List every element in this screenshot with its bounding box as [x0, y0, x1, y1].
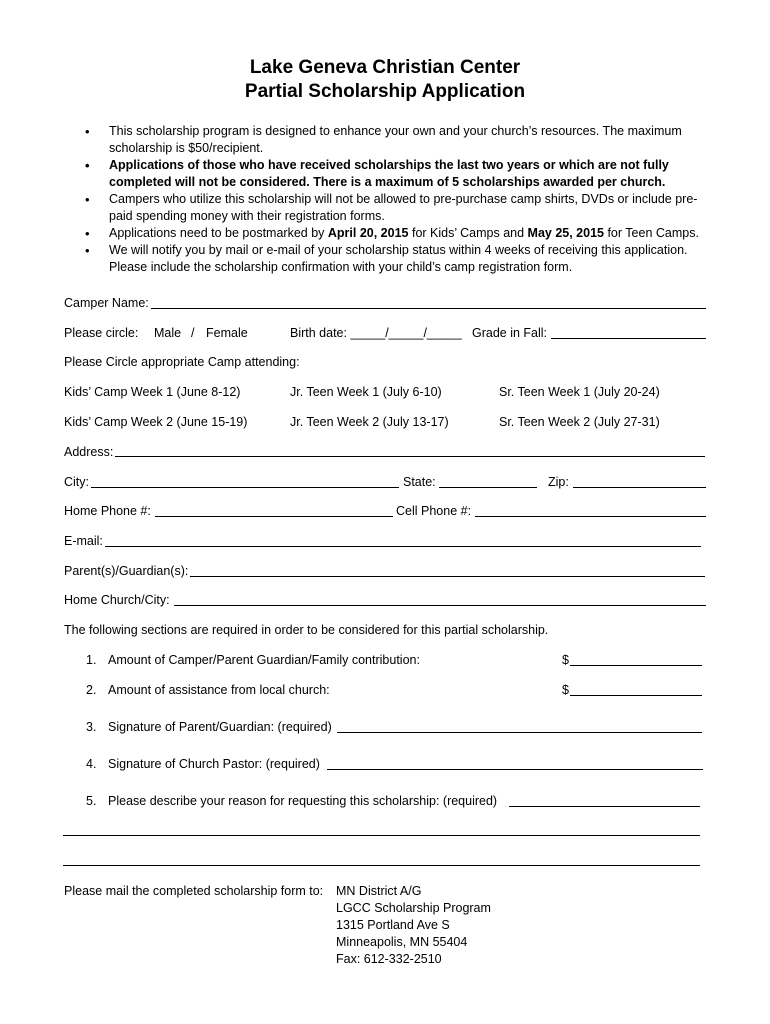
gender-female-option[interactable]: Female [206, 326, 248, 340]
pastor-signature-field[interactable] [327, 769, 703, 770]
home-church-label: Home Church/City: [64, 593, 170, 607]
camp-instructions: Please Circle appropriate Camp attending: [64, 355, 300, 369]
required-section-intro: The following sections are required in order to be considered for this partial scholarship. [64, 623, 549, 637]
church-assistance-label: Amount of assistance from local church: [108, 683, 330, 697]
grade-field[interactable] [551, 338, 706, 339]
parent-signature-label: Signature of Parent/Guardian: (required) [108, 720, 332, 734]
zip-label: Zip: [548, 475, 569, 489]
teen-deadline: May 25, 2015 [527, 226, 604, 240]
item-number: 4. [86, 757, 97, 771]
mail-address-line: Minneapolis, MN 55404 [336, 935, 468, 949]
camper-name-label: Camper Name: [64, 296, 149, 310]
home-phone-label: Home Phone #: [64, 504, 151, 518]
city-field[interactable] [91, 487, 399, 488]
instruction-text: Applications need to be postmarked by [109, 226, 328, 240]
parent-signature-field[interactable] [337, 732, 702, 733]
instruction-item: • Applications of those who have received scholarships the last two years or which are not fully completed will not be considered. There is a maximum of 5 scholarships awarded per church. [82, 157, 712, 191]
form-title: Lake Geneva Christian Center [249, 57, 521, 78]
email-field[interactable] [105, 546, 701, 547]
item-number: 5. [86, 794, 97, 808]
gender-separator: / [191, 326, 195, 340]
fax-number: Fax: 612-332-2510 [336, 952, 442, 966]
birth-date-field[interactable]: Birth date: _____/_____/_____ [290, 326, 462, 340]
camp-option-jr-week2[interactable]: Jr. Teen Week 2 (July 13-17) [290, 415, 449, 429]
camp-option-kids-week2[interactable]: Kids’ Camp Week 2 (June 15-19) [64, 415, 248, 429]
camp-option-sr-week1[interactable]: Sr. Teen Week 1 (July 20-24) [499, 385, 660, 399]
camper-name-field[interactable] [151, 308, 706, 309]
mail-address-line: MN District A/G [336, 884, 422, 898]
mail-address-line: LGCC Scholarship Program [336, 901, 491, 915]
address-field[interactable] [115, 456, 705, 457]
reason-field-line-3[interactable] [63, 865, 700, 866]
item-number: 1. [86, 653, 97, 667]
please-circle-label: Please circle: [64, 326, 139, 340]
city-label: City: [64, 475, 89, 489]
camp-option-jr-week1[interactable]: Jr. Teen Week 1 (July 6-10) [290, 385, 442, 399]
email-label: E-mail: [64, 534, 103, 548]
item-number: 3. [86, 720, 97, 734]
gender-male-option[interactable]: Male [154, 326, 182, 340]
church-assistance-field[interactable] [570, 695, 702, 696]
reason-field[interactable] [509, 806, 700, 807]
camp-option-sr-week2[interactable]: Sr. Teen Week 2 (July 27-31) [499, 415, 660, 429]
reason-field-line-2[interactable] [63, 835, 700, 836]
home-phone-field[interactable] [155, 516, 393, 517]
address-label: Address: [64, 445, 114, 459]
family-contribution-field[interactable] [570, 665, 702, 666]
cell-phone-label: Cell Phone #: [396, 504, 472, 518]
instruction-item: • Campers who utilize this scholarship will not be allowed to pre-purchase camp shirts, DVDs or include pre-paid spending money with their registration forms. [82, 191, 712, 225]
form-subtitle: Partial Scholarship Application [244, 81, 526, 102]
item-number: 2. [86, 683, 97, 697]
instruction-text: for Kids’ Camps and [408, 226, 528, 240]
mail-address-line: 1315 Portland Ave S [336, 918, 450, 932]
instructions-list [82, 123, 712, 276]
cell-phone-field[interactable] [475, 516, 706, 517]
state-field[interactable] [439, 487, 537, 488]
camp-option-kids-week1[interactable]: Kids’ Camp Week 1 (June 8-12) [64, 385, 241, 399]
family-contribution-label: Amount of Camper/Parent Guardian/Family contribution: [108, 653, 420, 667]
reason-label: Please describe your reason for requesting this scholarship: (required) [108, 794, 498, 808]
zip-field[interactable] [573, 487, 706, 488]
parents-field[interactable] [190, 576, 705, 577]
pastor-signature-label: Signature of Church Pastor: (required) [108, 757, 320, 771]
home-church-field[interactable] [174, 605, 706, 606]
dollar-sign: $ [562, 683, 569, 697]
dollar-sign: $ [562, 653, 569, 667]
instruction-item: • We will notify you by mail or e-mail of your scholarship status within 4 weeks of receiving this application. Please include the scholarship confirmation with your child’s camp registration form. [82, 242, 712, 276]
parents-label: Parent(s)/Guardian(s): [64, 564, 189, 578]
instruction-item: • This scholarship program is designed to enhance your own and your church’s resources. The maximum scholarship is $50/recipient. [82, 123, 712, 157]
instruction-text: for Teen Camps. [603, 226, 699, 240]
state-label: State: [403, 475, 436, 489]
mail-instructions: Please mail the completed scholarship form to: [64, 884, 324, 898]
kids-deadline: April 20, 2015 [327, 226, 409, 240]
instruction-item [82, 225, 712, 242]
grade-label: Grade in Fall: [472, 326, 548, 340]
